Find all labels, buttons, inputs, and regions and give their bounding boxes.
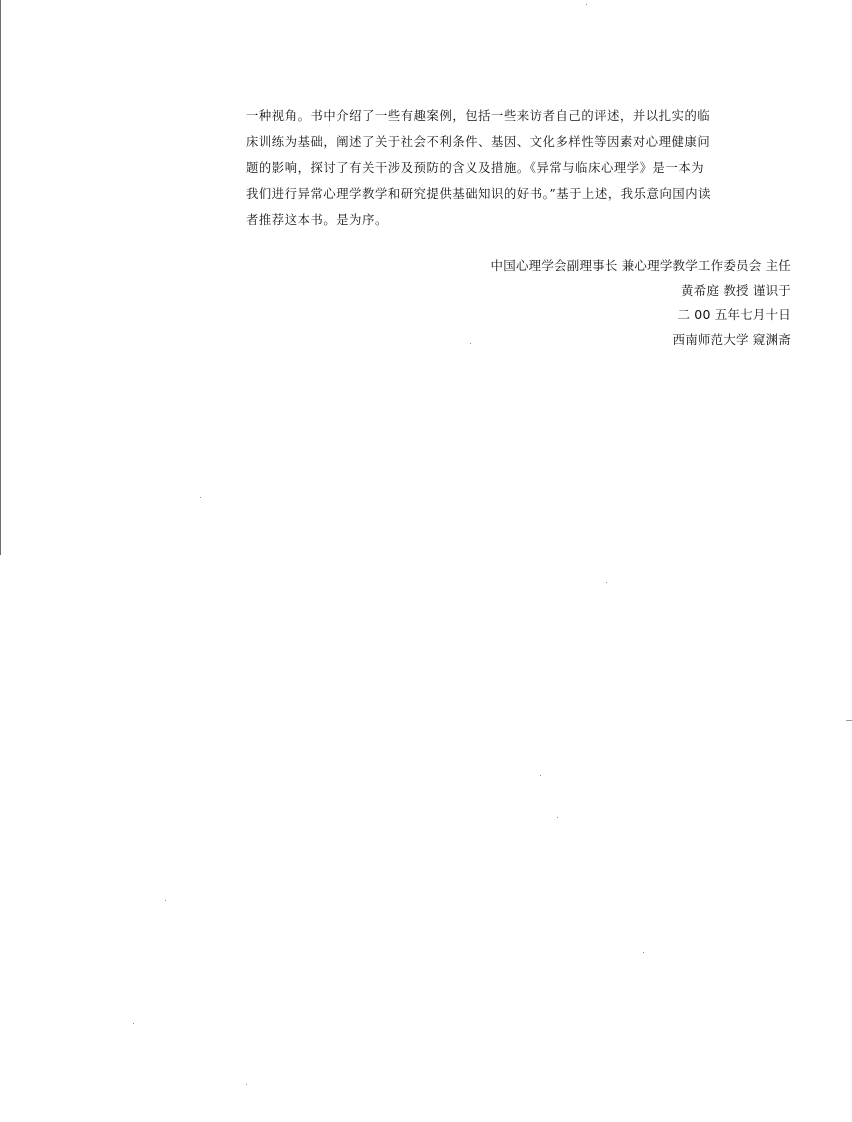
preface-body-paragraph xyxy=(246,103,791,233)
scan-speck xyxy=(246,1084,247,1085)
scan-speck xyxy=(586,4,587,5)
preface-signature-block xyxy=(491,254,791,352)
signature-affiliation: 中国心理学会副理事长 兼心理学教学工作委员会 主任 xyxy=(490,258,791,273)
scan-speck xyxy=(557,817,558,818)
scan-speck xyxy=(200,497,201,498)
scan-speck xyxy=(606,582,607,583)
paragraph-line: 者推荐这本书。是为序。 xyxy=(246,213,388,227)
scan-speck xyxy=(165,900,166,901)
signature-author: 黄希庭 教授 谨识于 xyxy=(681,282,791,298)
scan-speck xyxy=(470,343,471,344)
scan-speck xyxy=(540,775,541,776)
signature-place: 西南师范大学 窥渊斋 xyxy=(672,331,791,347)
scan-speck xyxy=(643,952,644,953)
page-fold-mark xyxy=(846,720,852,721)
scan-speck xyxy=(133,1023,134,1024)
paragraph-line: 我们进行异常心理学教学和研究提供基础知识的好书。”基于上述，我乐意向国内读 xyxy=(246,187,712,201)
paragraph-line: 床训练为基础，阐述了关于社会不利条件、基因、文化多样性等因素对心理健康问 xyxy=(246,135,711,149)
signature-date: 二 00 五年七月十日 xyxy=(677,307,791,322)
paragraph-line: 题的影响，探讨了有关干涉及预防的含义及措施。《异常与临床心理学》是一本为 xyxy=(246,161,705,175)
paragraph-line: 一种视角。书中介绍了一些有趣案例，包括一些来访者自己的评述，并以扎实的临 xyxy=(246,109,711,123)
scan-edge-line xyxy=(0,0,1,555)
